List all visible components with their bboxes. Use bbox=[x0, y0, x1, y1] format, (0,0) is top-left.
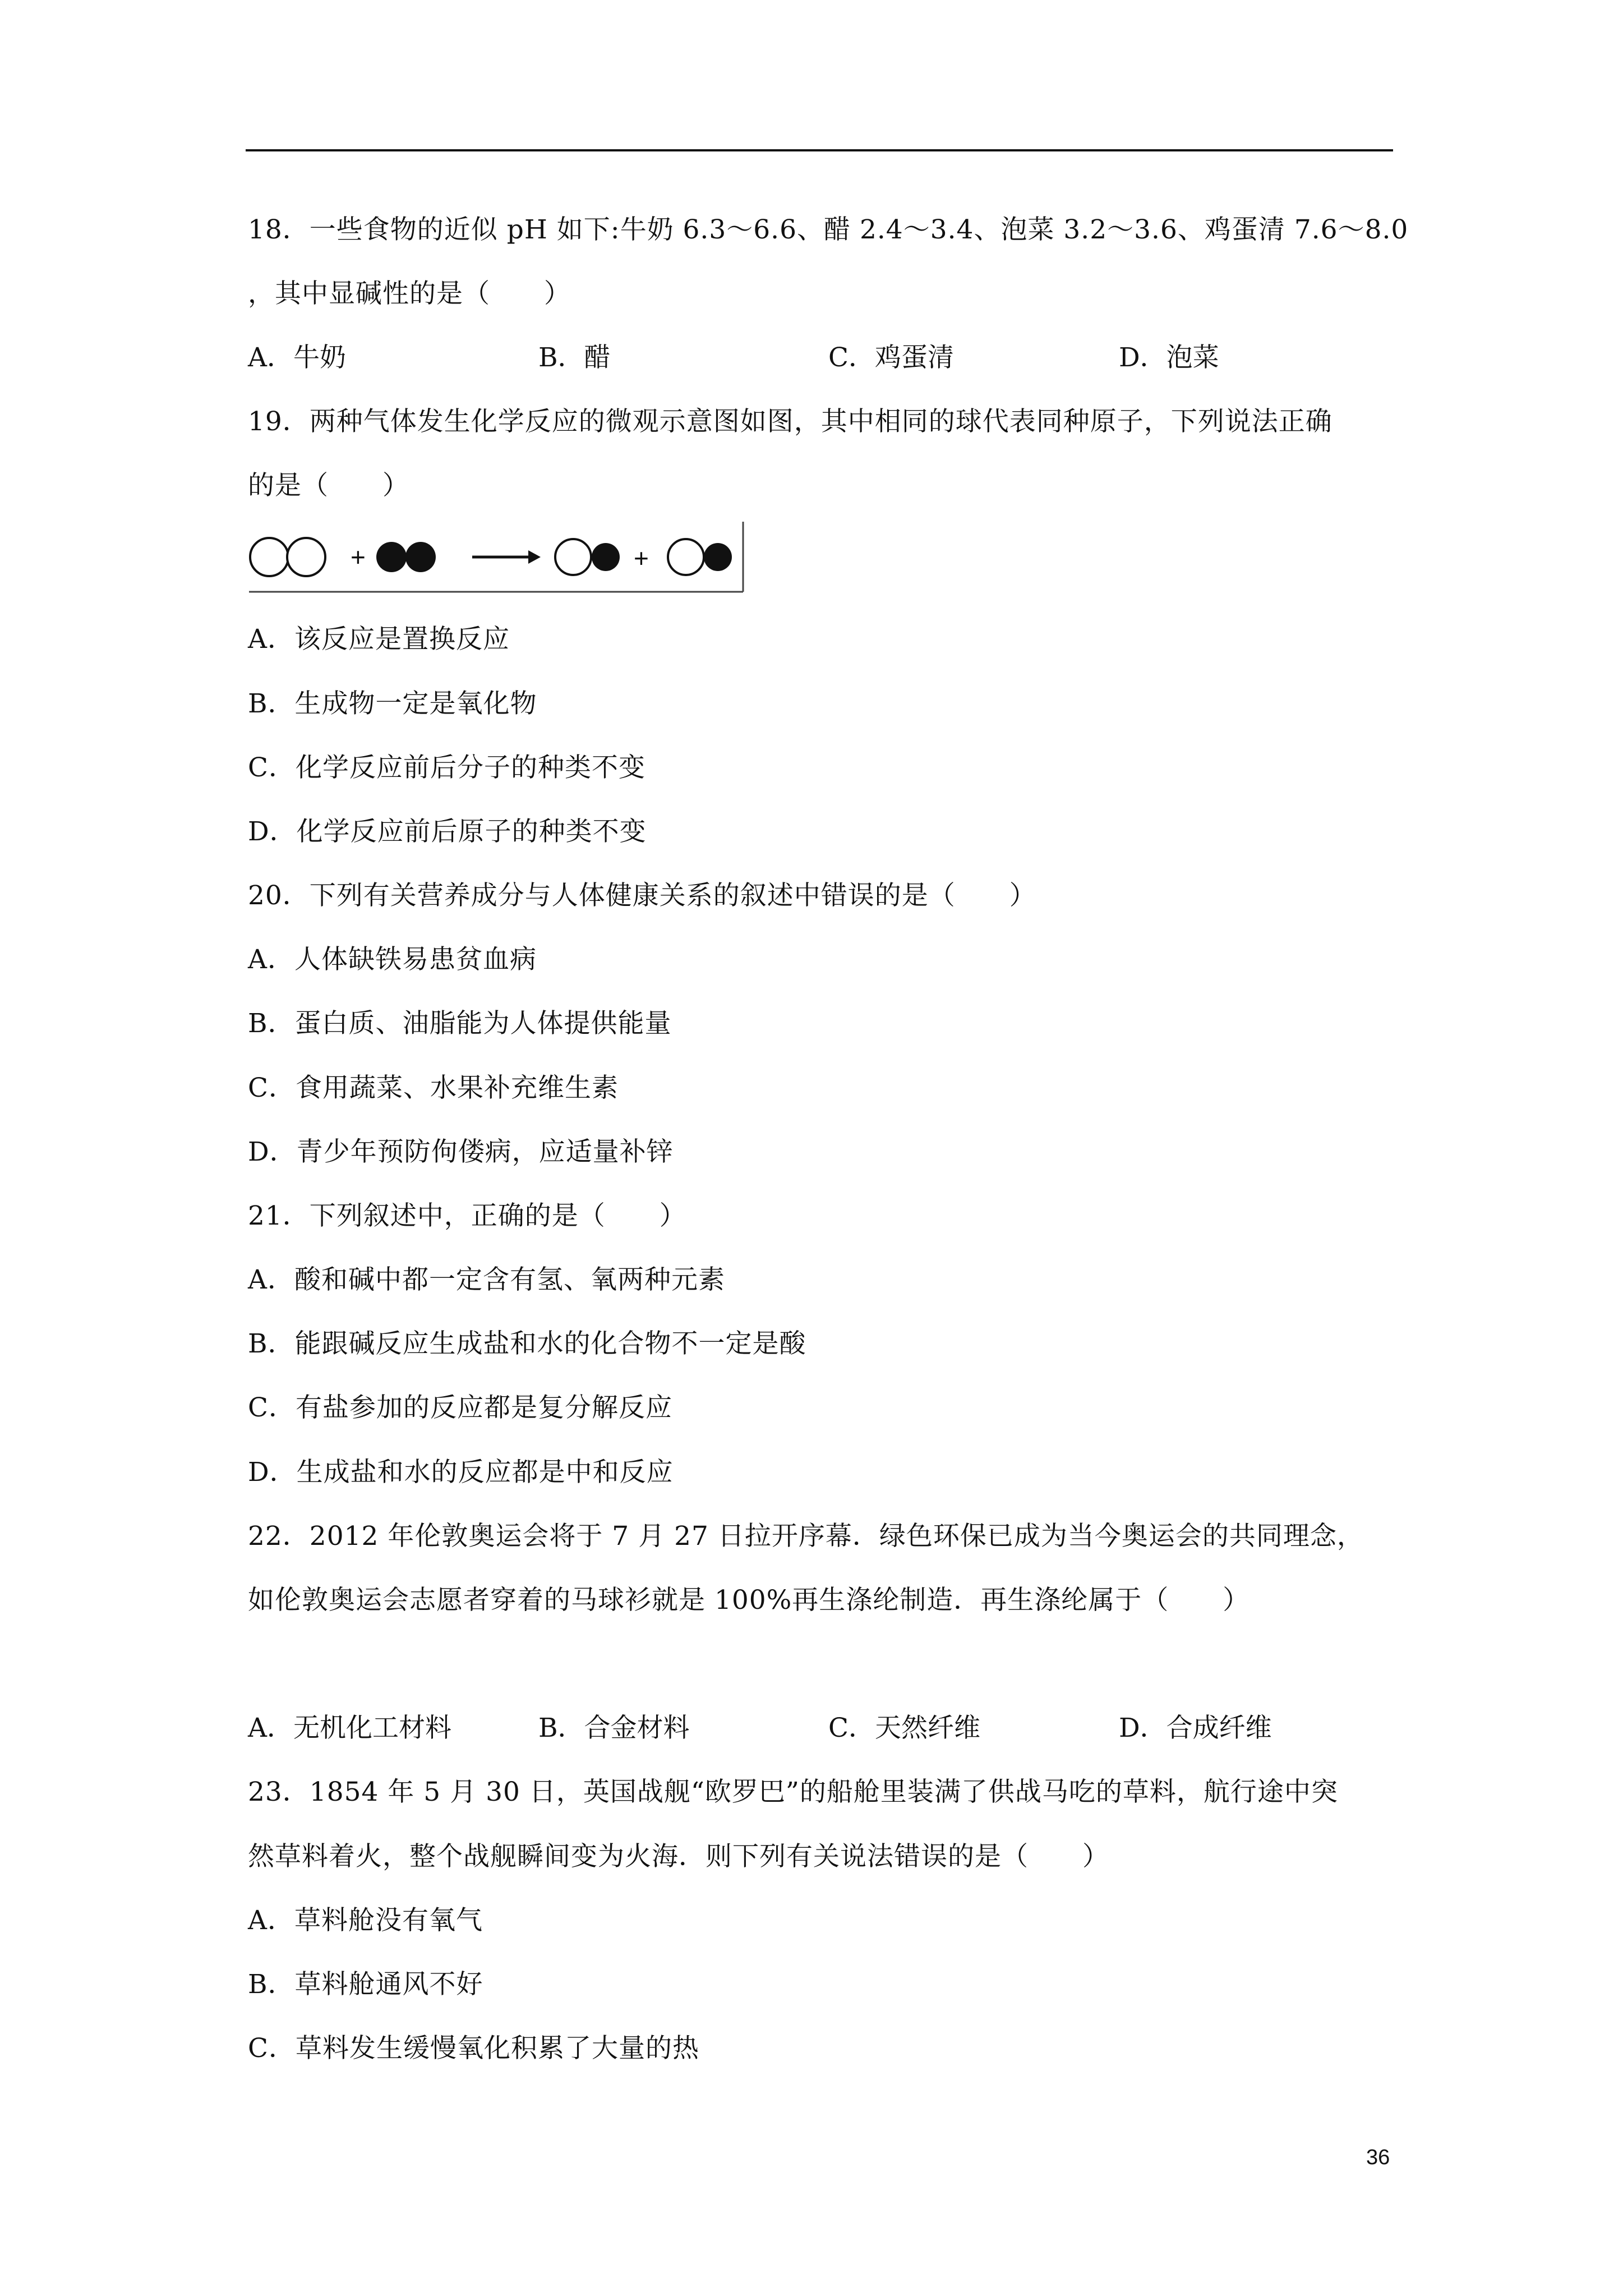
product-molecule-1 bbox=[555, 539, 620, 575]
q23-option-b: B．草料舱通风不好 bbox=[248, 1969, 483, 2000]
q20-option-c: C．食用蔬菜、水果补充维生素 bbox=[248, 1073, 619, 1103]
reaction-arrow-icon bbox=[472, 550, 541, 564]
q19-option-a: A．该反应是置换反应 bbox=[248, 624, 510, 655]
q21-option-a: A．酸和碱中都一定含有氢、氧两种元素 bbox=[248, 1264, 725, 1295]
q18-stem-line2: ，其中显碱性的是（ ） bbox=[248, 278, 571, 309]
q22-option-b: B．合金材料 bbox=[538, 1713, 690, 1743]
q22-option-a: A．无机化工材料 bbox=[248, 1713, 451, 1743]
q21-option-b: B．能跟碱反应生成盐和水的化合物不一定是酸 bbox=[248, 1328, 806, 1359]
q21-stem: 21．下列叙述中，正确的是（ ） bbox=[248, 1200, 686, 1231]
diagram-plus-1: + bbox=[351, 542, 366, 572]
header-rule bbox=[246, 149, 1393, 151]
diagram-plus-2: + bbox=[634, 544, 649, 573]
q22-option-d: D．合成纤维 bbox=[1119, 1713, 1272, 1743]
q18-option-a: A．牛奶 bbox=[248, 342, 346, 373]
reactant-black-molecule bbox=[376, 542, 436, 572]
q18-option-d: D．泡菜 bbox=[1119, 342, 1219, 373]
reaction-diagram bbox=[248, 522, 744, 597]
q19-stem-line1: 19．两种气体发生化学反应的微观示意图如图，其中相同的球代表同种原子，下列说法正确 bbox=[248, 406, 1332, 437]
q19-stem-line2: 的是（ ） bbox=[248, 470, 409, 501]
q20-stem: 20．下列有关营养成分与人体健康关系的叙述中错误的是（ ） bbox=[248, 880, 1036, 911]
q21-option-d: D．生成盐和水的反应都是中和反应 bbox=[248, 1457, 674, 1488]
q23-stem-line1: 23．1854 年 5 月 30 日，英国战舰“欧罗巴”的船舱里装满了供战马吃的草料，航行途中突 bbox=[248, 1777, 1338, 1807]
page-number: 36 bbox=[1366, 2146, 1390, 2169]
q20-option-b: B．蛋白质、油脂能为人体提供能量 bbox=[248, 1008, 672, 1039]
q22-option-c: C．天然纤维 bbox=[828, 1713, 980, 1743]
q19-option-c: C．化学反应前后分子的种类不变 bbox=[248, 752, 645, 783]
q21-option-c: C．有盐参加的反应都是复分解反应 bbox=[248, 1392, 672, 1423]
q23-option-a: A．草料舱没有氧气 bbox=[248, 1905, 483, 1936]
q20-option-a: A．人体缺铁易患贫血病 bbox=[248, 944, 537, 975]
q23-stem-line2: 然草料着火，整个战舰瞬间变为火海．则下列有关说法错误的是（ ） bbox=[248, 1841, 1109, 1872]
product-molecule-2 bbox=[668, 539, 732, 575]
reactant-white-molecule bbox=[250, 538, 325, 576]
q20-option-d: D．青少年预防佝偻病，应适量补锌 bbox=[248, 1137, 674, 1167]
q19-option-d: D．化学反应前后原子的种类不变 bbox=[248, 816, 647, 847]
q22-stem-line1: 22．2012 年伦敦奥运会将于 7 月 27 日拉开序幕．绿色环保已成为当今奥运会的共同理念， bbox=[248, 1521, 1364, 1552]
q18-option-c: C．鸡蛋清 bbox=[828, 342, 954, 373]
q23-option-c: C．草料发生缓慢氧化积累了大量的热 bbox=[248, 2033, 699, 2064]
q18-stem-line1: 18．一些食物的近似 pH 如下:牛奶 6.3～6.6、醋 2.4～3.4、泡菜 3.2～3.6、鸡蛋清 7.6～8.0 bbox=[248, 214, 1409, 245]
q22-stem-line2: 如伦敦奥运会志愿者穿着的马球衫就是 100%再生涤纶制造．再生涤纶属于（ ） bbox=[248, 1585, 1250, 1616]
q19-option-b: B．生成物一定是氧化物 bbox=[248, 688, 537, 719]
q18-option-b: B．醋 bbox=[538, 342, 611, 373]
